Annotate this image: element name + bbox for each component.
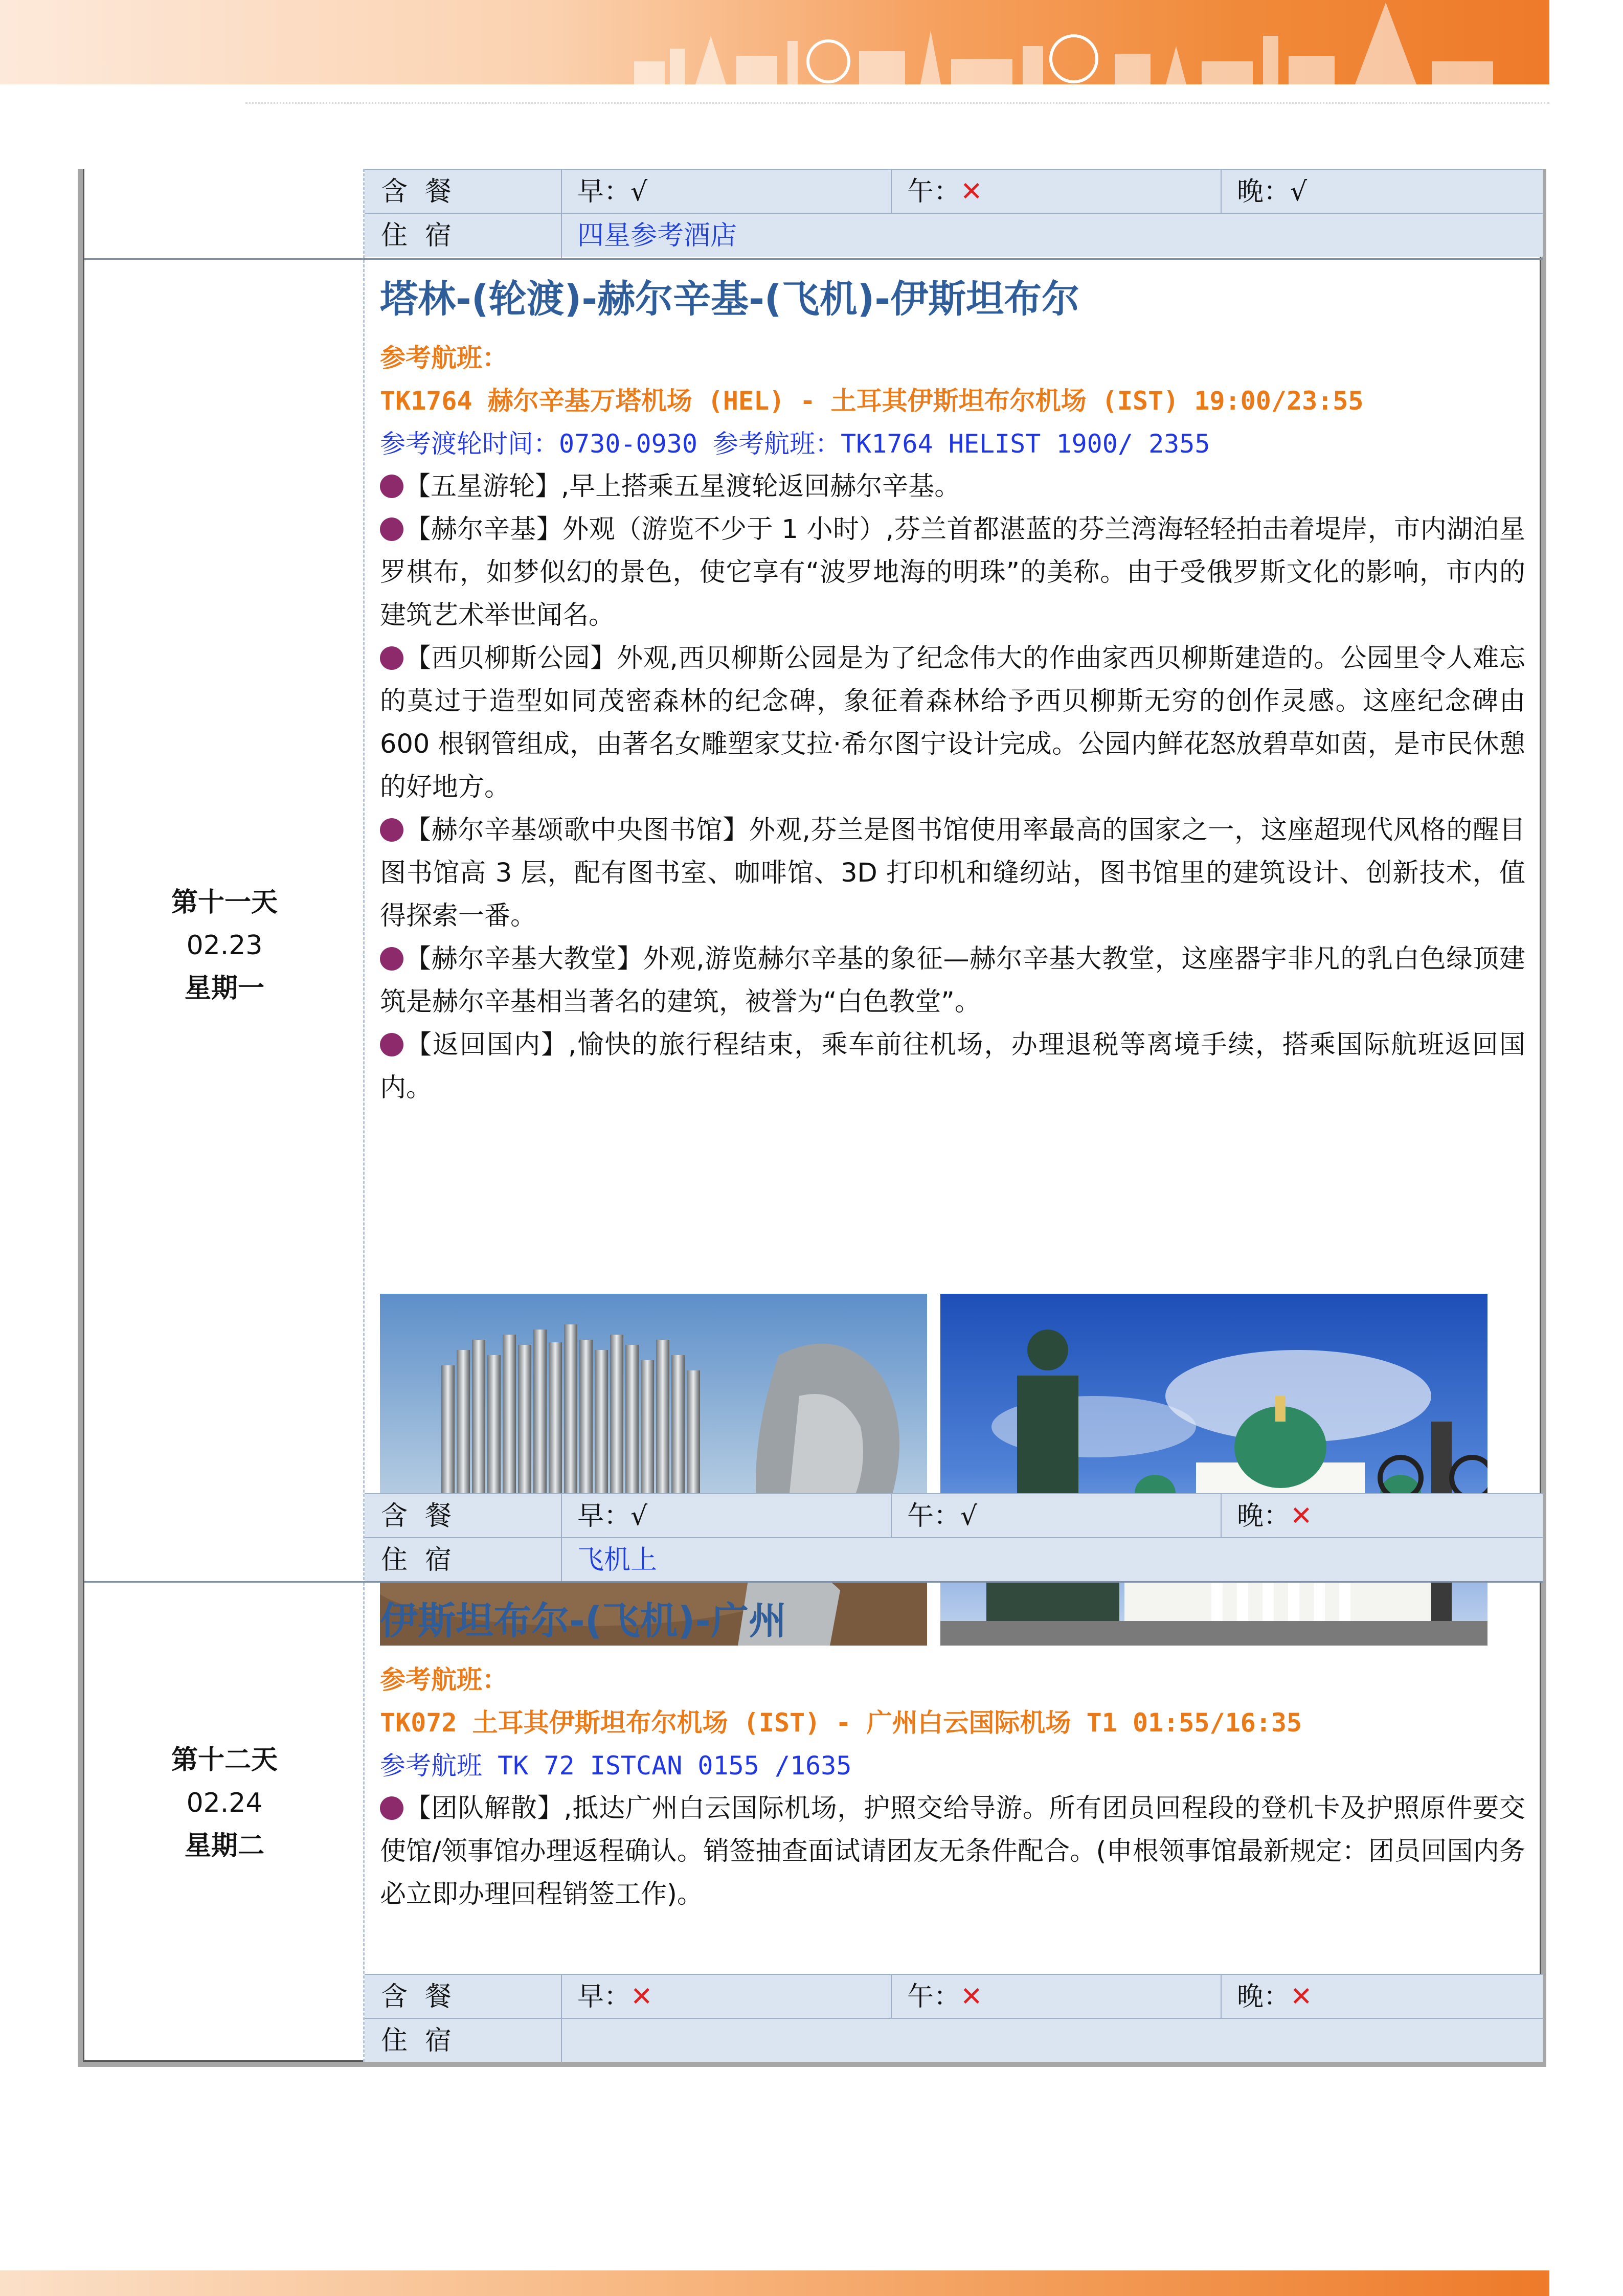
dinner-cell: 晚：√: [1221, 170, 1543, 214]
day12-meals-row: [365, 1974, 1543, 2018]
day12-paragraph: 【团队解散】,抵达广州白云国际机场，护照交给导游。所有团员回程段的登机卡及护照原件要交使馆/领事馆办理返程确认。销签抽查面试请团友无条件配合。(申根领事馆最新规定：团员回国内务必立即办理回程销签工作)。: [380, 1793, 1525, 1909]
day12-date-cell: [84, 1583, 365, 2062]
cross-icon: ✕: [1290, 1501, 1313, 1532]
bullet-icon: [380, 517, 403, 541]
day11-paragraph: 【赫尔辛基颂歌中央图书馆】外观,芬兰是图书馆使用率最高的国家之一，这座超现代风格的醒目图书馆高 3 层，配有图书室、咖啡馆、3D 打印机和缝纫站，图书馆里的建筑设计、创新技术，值得探索一番。: [380, 815, 1525, 931]
day11-paragraph: 【西贝柳斯公园】外观,西贝柳斯公园是为了纪念伟大的作曲家西贝柳斯建造的。公园里令人难忘的莫过于造型如同茂密森林的纪念碑，象征着森林给予西贝柳斯无穷的创作灵感。这座纪念碑由 600 根钢管组成，由著名女雕塑家艾拉·希尔图宁设计完成。公园内鲜花怒放碧草如茵，是市民休憩的好地方。: [380, 643, 1525, 802]
day12-ref-line: 参考航班 TK 72 ISTCAN 0155 /1635: [380, 1751, 852, 1781]
prev-day-date-cell: [84, 169, 365, 258]
meals-label: 含餐: [381, 176, 469, 207]
check-icon: √: [960, 1501, 978, 1532]
day12-flight-label: 参考航班：: [380, 1665, 508, 1695]
hotel-value: [561, 2019, 1543, 2063]
header-divider: [245, 102, 1549, 104]
day11-meals-row: [365, 1493, 1543, 1537]
meals-label: 含餐: [381, 1501, 469, 1532]
check-icon: √: [630, 176, 648, 207]
cross-icon: ✕: [960, 176, 983, 207]
check-icon: √: [1290, 176, 1308, 207]
breakfast-cell: 早：√: [561, 1494, 891, 1538]
hotel-value: 四星参考酒店: [561, 214, 1543, 258]
day11-paragraph: 【返回国内】,愉快的旅行程结束，乘车前往机场，办理退税等离境手续，搭乘国际航班返回国内。: [380, 1030, 1525, 1103]
cross-icon: ✕: [960, 1982, 983, 2012]
day12-date: 02.24: [186, 1788, 263, 1818]
hotel-value: 飞机上: [561, 1538, 1543, 1582]
day11-date-cell: [84, 260, 365, 1580]
bullet-icon: [380, 475, 403, 498]
day12-title: 伊斯坦布尔-(飞机)-广州: [380, 1599, 787, 1643]
dinner-cell: 晚：✕: [1221, 1975, 1543, 2019]
day11-content: [380, 271, 1525, 1110]
bullet-icon: [380, 1796, 403, 1820]
day11-title: 塔林-(轮渡)-赫尔辛基-(飞机)-伊斯坦布尔: [380, 277, 1080, 321]
day11-ferry-line: 参考渡轮时间：0730-0930 参考航班：TK1764 HELIST 1900/ 2355: [380, 429, 1210, 459]
bullet-icon: [380, 818, 403, 842]
breakfast-cell: 早：√: [561, 170, 891, 214]
cross-icon: ✕: [1290, 1982, 1313, 2012]
bullet-icon: [380, 646, 403, 670]
hotel-label: 住宿: [381, 2025, 469, 2056]
prev-day-meals-row: [365, 169, 1543, 213]
day12-hotel-row: [365, 2018, 1543, 2062]
day12-weekday: 星期二: [184, 1831, 264, 1861]
day11-paragraph: 【五星游轮】,早上搭乘五星渡轮返回赫尔辛基。: [380, 465, 1525, 508]
day11-date: 02.23: [186, 930, 263, 961]
city-skyline-icon: [614, 0, 1549, 84]
day11-hotel-row: [365, 1537, 1543, 1581]
bullet-icon: [380, 1033, 403, 1056]
lunch-cell: 午：✕: [891, 170, 1221, 214]
day11-weekday: 星期一: [184, 973, 264, 1004]
header-banner: [0, 0, 1623, 84]
dinner-cell: 晚：✕: [1221, 1494, 1543, 1538]
day12-day-label: 第十二天: [171, 1745, 278, 1775]
footer-banner: [0, 2270, 1549, 2296]
check-icon: √: [630, 1501, 648, 1532]
lunch-cell: 午：✕: [891, 1975, 1221, 2019]
day12-content: [380, 1593, 1525, 1916]
hotel-label: 住宿: [381, 220, 469, 251]
meals-label: 含餐: [381, 1982, 469, 2012]
breakfast-cell: 早：✕: [561, 1975, 891, 2019]
cross-icon: ✕: [630, 1982, 653, 2012]
itinerary-table: [78, 169, 1546, 2067]
bullet-icon: [380, 947, 403, 971]
hotel-label: 住宿: [381, 1545, 469, 1575]
day12-flight-route: TK072 土耳其伊斯坦布尔机场 (IST) - 广州白云国际机场 T1 01:55/16:35: [380, 1708, 1302, 1738]
day11-paragraph: 【赫尔辛基】外观（游览不少于 1 小时）,芬兰首都湛蓝的芬兰湾海轻轻拍击着堤岸，市内湖泊星罗棋布，如梦似幻的景色，使它享有“波罗地海的明珠”的美称。由于受俄罗斯文化的影响，市内的建筑艺术举世闻名。: [380, 514, 1525, 631]
day11-flight-label: 参考航班：: [380, 343, 508, 373]
day11-paragraph: 【赫尔辛基大教堂】外观,游览赫尔辛基的象征—赫尔辛基大教堂，这座器宇非凡的乳白色绿顶建筑是赫尔辛基相当著名的建筑，被誉为“白色教堂”。: [380, 944, 1525, 1017]
day11-flight-route: TK1764 赫尔辛基万塔机场 (HEL) - 土耳其伊斯坦布尔机场 (IST) 19:00/23:55: [380, 386, 1364, 416]
prev-day-hotel-row: [365, 213, 1543, 257]
lunch-cell: 午：√: [891, 1494, 1221, 1538]
day11-day-label: 第十一天: [171, 887, 278, 918]
